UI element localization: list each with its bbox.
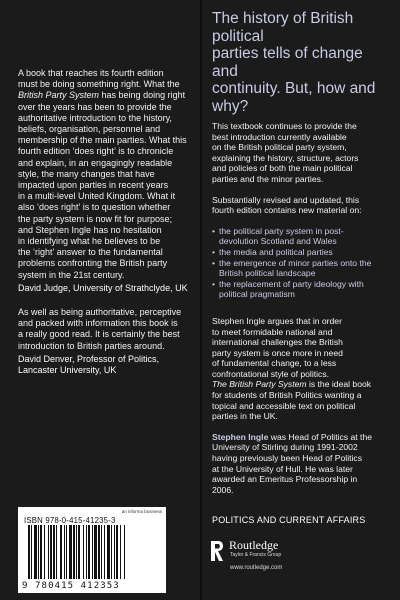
quote-line: introduction to British parties around. [18, 340, 165, 351]
book-title-italic: British Party System [18, 90, 100, 101]
quote-line: fourth edition ‘does right’ is to chronicle [18, 146, 174, 157]
author-bio-line: Stephen Ingle was Head of Politics at the [212, 431, 372, 442]
publisher-name: Routledge [229, 538, 279, 552]
quote-line: the party system is now fit for purpose; [18, 213, 173, 224]
intro-paragraph [212, 121, 390, 185]
author-bio-line: having previously been Head of Politics [212, 453, 363, 464]
quote-line: A book that reaches its fourth edition [18, 68, 164, 78]
intro-line: and policies of both the main political [212, 163, 353, 174]
bullet-item: • the emergence of minor parties onto the British political landscape [212, 258, 390, 279]
argument-paragraph [212, 316, 390, 422]
quote-denver [18, 307, 188, 376]
quote-line: membership of the main parties. What this [18, 135, 187, 146]
barcode-panel [18, 507, 166, 593]
quote-line: and explain, in an engagingly readable [18, 157, 173, 168]
author-bio [212, 432, 390, 496]
intro-line: best introduction currently available [212, 131, 347, 142]
barcode-bars [22, 525, 162, 579]
intro-line: on the British political party system, [212, 142, 347, 153]
publisher-url[interactable]: www.routledge.com [230, 565, 283, 571]
intro-line: parties and the minor parties. [212, 173, 324, 184]
bullet-item: • the replacement of party ideology with political pragmatism [212, 279, 390, 300]
quote-line: system in the 21st century. [18, 269, 125, 280]
quote-line: As well as being authoritative, perceptive [18, 307, 182, 318]
book-title-italic: The British Party System [212, 379, 307, 390]
argument-line: parties in the UK. [212, 411, 278, 422]
argument-line: international challenges the British [212, 337, 343, 348]
bullet-item: • the media and political parties [212, 247, 390, 258]
quote-line: a really good read. It is certainly the best [18, 329, 180, 340]
quote-line: and packed with information this book is [18, 318, 178, 329]
revised-paragraph [212, 195, 390, 216]
headline [212, 10, 390, 115]
quote-line: in a multi-level United Kingdom. What it [18, 191, 176, 202]
headline-line: The history of British political [212, 10, 354, 45]
quote-line: authoritative introduction to the history, [18, 112, 172, 123]
quote-line: must be doing something right. What the [18, 79, 180, 90]
quote-line: the ‘right’ answer to the fundamental [18, 247, 163, 258]
argument-line: The British Party System is the ideal book [212, 379, 372, 390]
attribution-denver-affiliation: Lancaster University, UK [18, 365, 117, 376]
argument-line: Stephen Ingle argues that in order [212, 315, 342, 326]
revised-line: fourth edition contains new material on: [212, 205, 362, 216]
argument-line: to meet formidable national and [212, 326, 333, 337]
quote-line: and Stephen Ingle has no hesitation [18, 224, 162, 235]
new-material-list [212, 226, 390, 300]
quote-line: also ‘does right’ is to question whether [18, 202, 171, 213]
author-bio-line: University of Stirling during 1991-2002 [212, 442, 358, 453]
bullet-item: • the political party system in post- devolution Scotland and Wales [212, 226, 390, 247]
author-bio-line: awarded an Emeritus Professorship in [212, 474, 358, 485]
argument-line: confrontational style of politics. [212, 368, 330, 379]
author-name: Stephen Ingle [212, 431, 269, 442]
isbn-text: ISBN 978-0-415-41235-3 [24, 516, 116, 525]
argument-line: topical and accessible text on political [212, 400, 356, 411]
routledge-logo-icon [210, 540, 224, 562]
informa-tagline: an informa business [121, 509, 162, 514]
right-column [202, 0, 400, 495]
quote-line: British Party System has being doing right [18, 90, 186, 101]
attribution-judge: David Judge, University of Strathclyde, UK [18, 282, 188, 293]
argument-line: for students of British Politics wanting a [212, 390, 362, 401]
quote-line: impacted upon parties in recent years [18, 180, 169, 191]
headline-line: continuity. But, how and why? [212, 80, 376, 115]
revised-line: Substantially revised and updated, this [212, 194, 360, 205]
argument-line: of fundamental change, to a less [212, 358, 337, 369]
quote-line: over the years has been to provide the [18, 101, 172, 112]
argument-line: party system is once more in need [212, 347, 343, 358]
attribution-denver: David Denver, Professor of Politics, [18, 353, 160, 364]
quote-judge [18, 68, 188, 294]
headline-line: parties tells of change and [212, 45, 363, 80]
publisher-group: Taylor & Francis Group [230, 552, 282, 558]
quote-line: problems confronting the British party [18, 258, 168, 269]
quote-line: beliefs, organisation, personnel and [18, 124, 161, 135]
category-label: POLITICS AND CURRENT AFFAIRS [212, 515, 366, 525]
intro-line: This textbook continues to provide the [212, 121, 357, 131]
quote-line: in identifying what he believes to be [18, 236, 161, 247]
author-bio-line: 2006. [212, 484, 234, 495]
author-bio-line: at the University of Hull. He was later [212, 463, 353, 474]
intro-line: explaining the history, structure, actors [212, 152, 359, 163]
quote-line: style, the many changes that have [18, 168, 155, 179]
barcode-digits: 9 780415 412353 [22, 581, 120, 591]
